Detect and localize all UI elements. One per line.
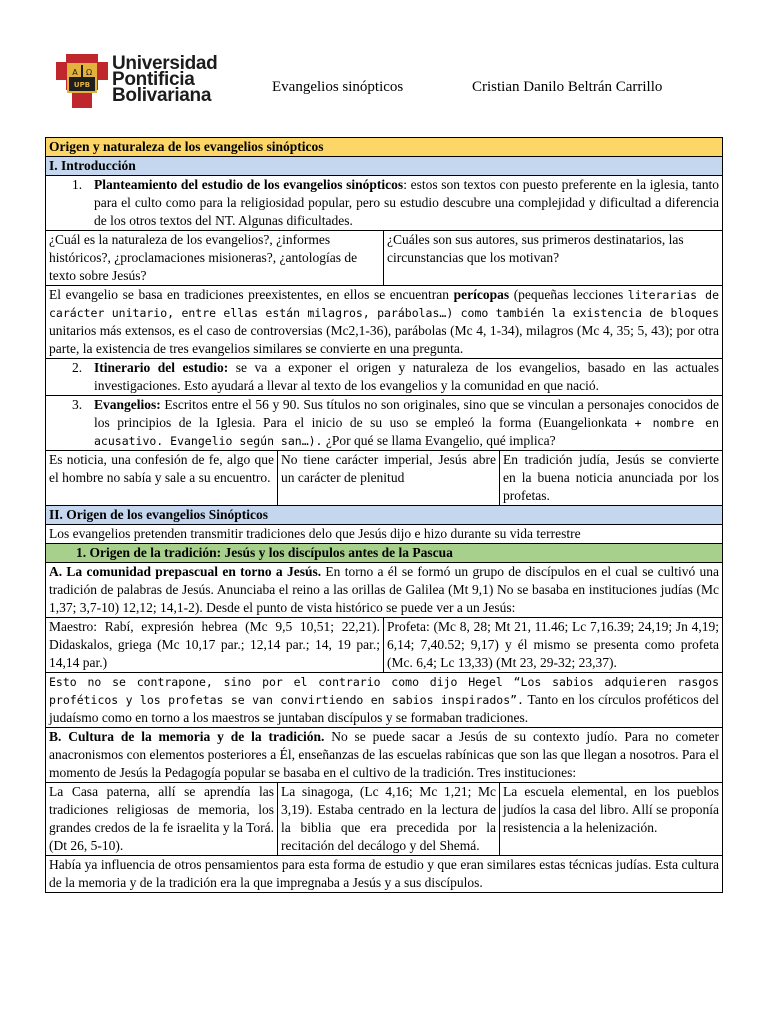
title-row [46, 138, 723, 157]
university-name [112, 53, 218, 106]
intro-heading: I. Introducción [46, 157, 723, 176]
questions-row [46, 231, 723, 286]
question-authors: ¿Cuáles son sus autores, sus primeros destinatarios, las circunstancias que los motivan? [384, 231, 723, 286]
evangelio-col-2: No tiene carácter imperial, Jesús abre un carácter de plenitud [278, 451, 500, 506]
shield-letter-alpha: A [72, 68, 78, 77]
section-a-cell [46, 563, 723, 618]
page-header [0, 0, 768, 135]
item1-text: : estos son textos con puesto preferente en la iglesia, tanto para el culto como para la religiosidad popular, pero su estudio descubre una complejidad y dificultad a diferencia de los otros textos del NT. Algunas dificultades. [94, 177, 720, 228]
item2-number: 2. [72, 360, 83, 375]
item3-row [46, 396, 723, 451]
university-shield-icon [52, 50, 112, 112]
origin-heading: II. Origen de los evangelios Sinópticos [46, 506, 723, 525]
closing-text: Había ya influencia de otros pensamientos para esta forma de estudio y que eran similares estas técnicas judías. Esta cultura de la memoria y de la tradición era la que impregnaba a Jesús y a sus discípulos. [46, 856, 723, 893]
tradition-heading: 1. Origen de la tradición: Jesús y los discípulos antes de la Pascua [46, 544, 723, 563]
item3-text: Escritos entre el 56 y 90. Sus títulos no son originales, sino que se vinculan a personajes conocidos de los principios de la Iglesia. Para el inicio de su uso se empleó la forma (Euangelionkata [94, 397, 720, 430]
item3-number: 3. [72, 397, 83, 412]
evangelio-col-1: Es noticia, una confesión de fe, algo que el hombre no sabía y sale a su encuentro. [46, 451, 278, 506]
item2-cell [46, 359, 723, 396]
pericopas-text-3: unitarios más extensos, es el caso de controversias (Mc2,1-36), parábolas (Mc 4, 1-34), milagros (Mc 4, 35; 5, 43); por otra parte, la existencia de tres evangelios similares se convierte en una pregunta. [49, 323, 720, 356]
shield-letters-upb: UPB [73, 81, 91, 89]
item3-bold: Evangelios: [94, 397, 161, 412]
question-nature: ¿Cuál es la naturaleza de los evangelios?, ¿informes históricos?, ¿proclamaciones misioneras?, ¿antologías de texto sobre Jesús? [46, 231, 384, 286]
study-table [45, 137, 723, 893]
institution-sinagoga: La sinagoga, (Lc 4,16; Mc 1,21; Mc 3,19). Estaba centrado en la lectura de la biblia que era precedida por la recitación del decálogo y del Shemá. [278, 783, 500, 856]
item1-cell [46, 176, 723, 231]
intro-heading-row [46, 157, 723, 176]
hegel-cell [46, 673, 723, 728]
shield-letter-omega: Ω [85, 68, 93, 77]
pericopas-mono: literarias de carácter unitario, entre ellas están milagros, parábolas…) como también la existencia de bloques [49, 288, 720, 320]
main-title: Origen y naturaleza de los evangelios sinópticos [46, 138, 723, 157]
item2-text: se va a exponer el origen y naturaleza de los evangelios, basado en las actuales investigaciones. Esto ayudará a llevar al texto de los evangelios y la comunidad en que nació. [94, 360, 720, 393]
university-name-line-2: Pontificia [112, 69, 195, 90]
institution-casa: La Casa paterna, allí se aprendía las tradiciones religiosas de memoria, los grandes credos de la fe israelita y la Torá. (Dt 26, 5-10). [46, 783, 278, 856]
jesus-prophet: Profeta: (Mc 8, 28; Mt 21, 11.46; Lc 7,16.39; 24,19; Jn 4,19; 6,14; 7,40.52; 9,17) y él mismo se presenta como profeta (Mc. 6,4; Lc 13,33) (Mt 23, 29-32; 23,37). [384, 618, 723, 673]
document-title: Evangelios sinópticos [272, 79, 404, 95]
document-author: Cristian Danilo Beltrán Carrillo [472, 79, 663, 95]
hegel-mono: Esto no se contrapone, sino por el contrario como dijo Hegel “Los sabios adquieren rasgos proféticos y los profetas se van convirtiendo en sabios inspirados”. [49, 675, 720, 707]
section-a-bold: A. La comunidad prepascual en torno a Jesús. [49, 564, 322, 579]
pericopas-text-2: (pequeñas lecciones [509, 287, 628, 302]
jesus-teacher: Maestro: Rabí, expresión hebrea (Mc 9,5 10,51; 22,21). Didaskalos, griega (Mc 10,17 par.; 12,14 par.; 14, 19 par.; 14,14 par.) [46, 618, 384, 673]
item3-mono: + nombre en acusativo. Evangelio según san…). [94, 416, 720, 448]
item3-cell [46, 396, 723, 451]
section-b-cell [46, 728, 723, 783]
item1-bold: Planteamiento del estudio de los evangelios sinópticos [94, 177, 404, 192]
institution-escuela: La escuela elemental, en los pueblos judíos la casa del libro. Allí se proponía resistencia a la helenización. [500, 783, 723, 856]
hegel-text: Tanto en los círculos proféticos del judaísmo como en torno a los maestros se juntaban discípulos y se formaban tradiciones. [49, 692, 720, 725]
section-b-row [46, 728, 723, 783]
green-heading-row [46, 544, 723, 563]
item1-row [46, 176, 723, 231]
pericopas-bold: perícopas [453, 287, 510, 302]
evangelio-row [46, 451, 723, 506]
institutions-row [46, 783, 723, 856]
item1-number: 1. [72, 177, 83, 192]
item2-bold: Itinerario del estudio: [94, 360, 229, 375]
university-name-line-1: Universidad [112, 53, 218, 74]
section-a-text: En torno a él se formó un grupo de discípulos en el cual se cultivó una tradición de palabras de Jesús. Anunciaba el reino a las orillas de Galilea (Mt 9,1) No se basaba en instituciones judías (Mc 1,37; 3,7-10) 12,12; 14,1-2). Desde el punto de vista histórico se puede ver a un Jesús: [49, 564, 720, 615]
item2-row [46, 359, 723, 396]
jesus-row [46, 618, 723, 673]
evangelio-col-3: En tradición judía, Jesús se convierte en la buena noticia anunciada por los profetas. [500, 451, 723, 506]
origin-text: Los evangelios pretenden transmitir tradiciones delo que Jesús dijo e hizo durante su vida terrestre [46, 525, 723, 544]
pericopas-text-1: El evangelio se basa en tradiciones preexistentes, en ellos se encuentran [49, 287, 454, 302]
item3-text-2: ¿Por qué se llama Evangelio, qué implica? [322, 433, 556, 448]
hegel-row [46, 673, 723, 728]
closing-row [46, 856, 723, 893]
pericopas-row [46, 286, 723, 359]
university-logo [52, 50, 227, 112]
origin-text-row [46, 525, 723, 544]
section-b-text: No se puede sacar a Jesús de su contexto judío. Para no cometer anacronismos con elementos posteriores a Él, enseñanzas de las escuelas rabínicas que son las que llegan a nosotros. Para el momento de Jesús la Pedagogía popular se basaba en el cultivo de la tradición. Tres instituciones: [49, 729, 720, 780]
university-name-line-3: Bolivariana [112, 85, 212, 106]
origin-heading-row [46, 506, 723, 525]
section-a-row [46, 563, 723, 618]
section-b-bold: B. Cultura de la memoria y de la tradición. [49, 729, 325, 744]
pericopas-cell [46, 286, 723, 359]
